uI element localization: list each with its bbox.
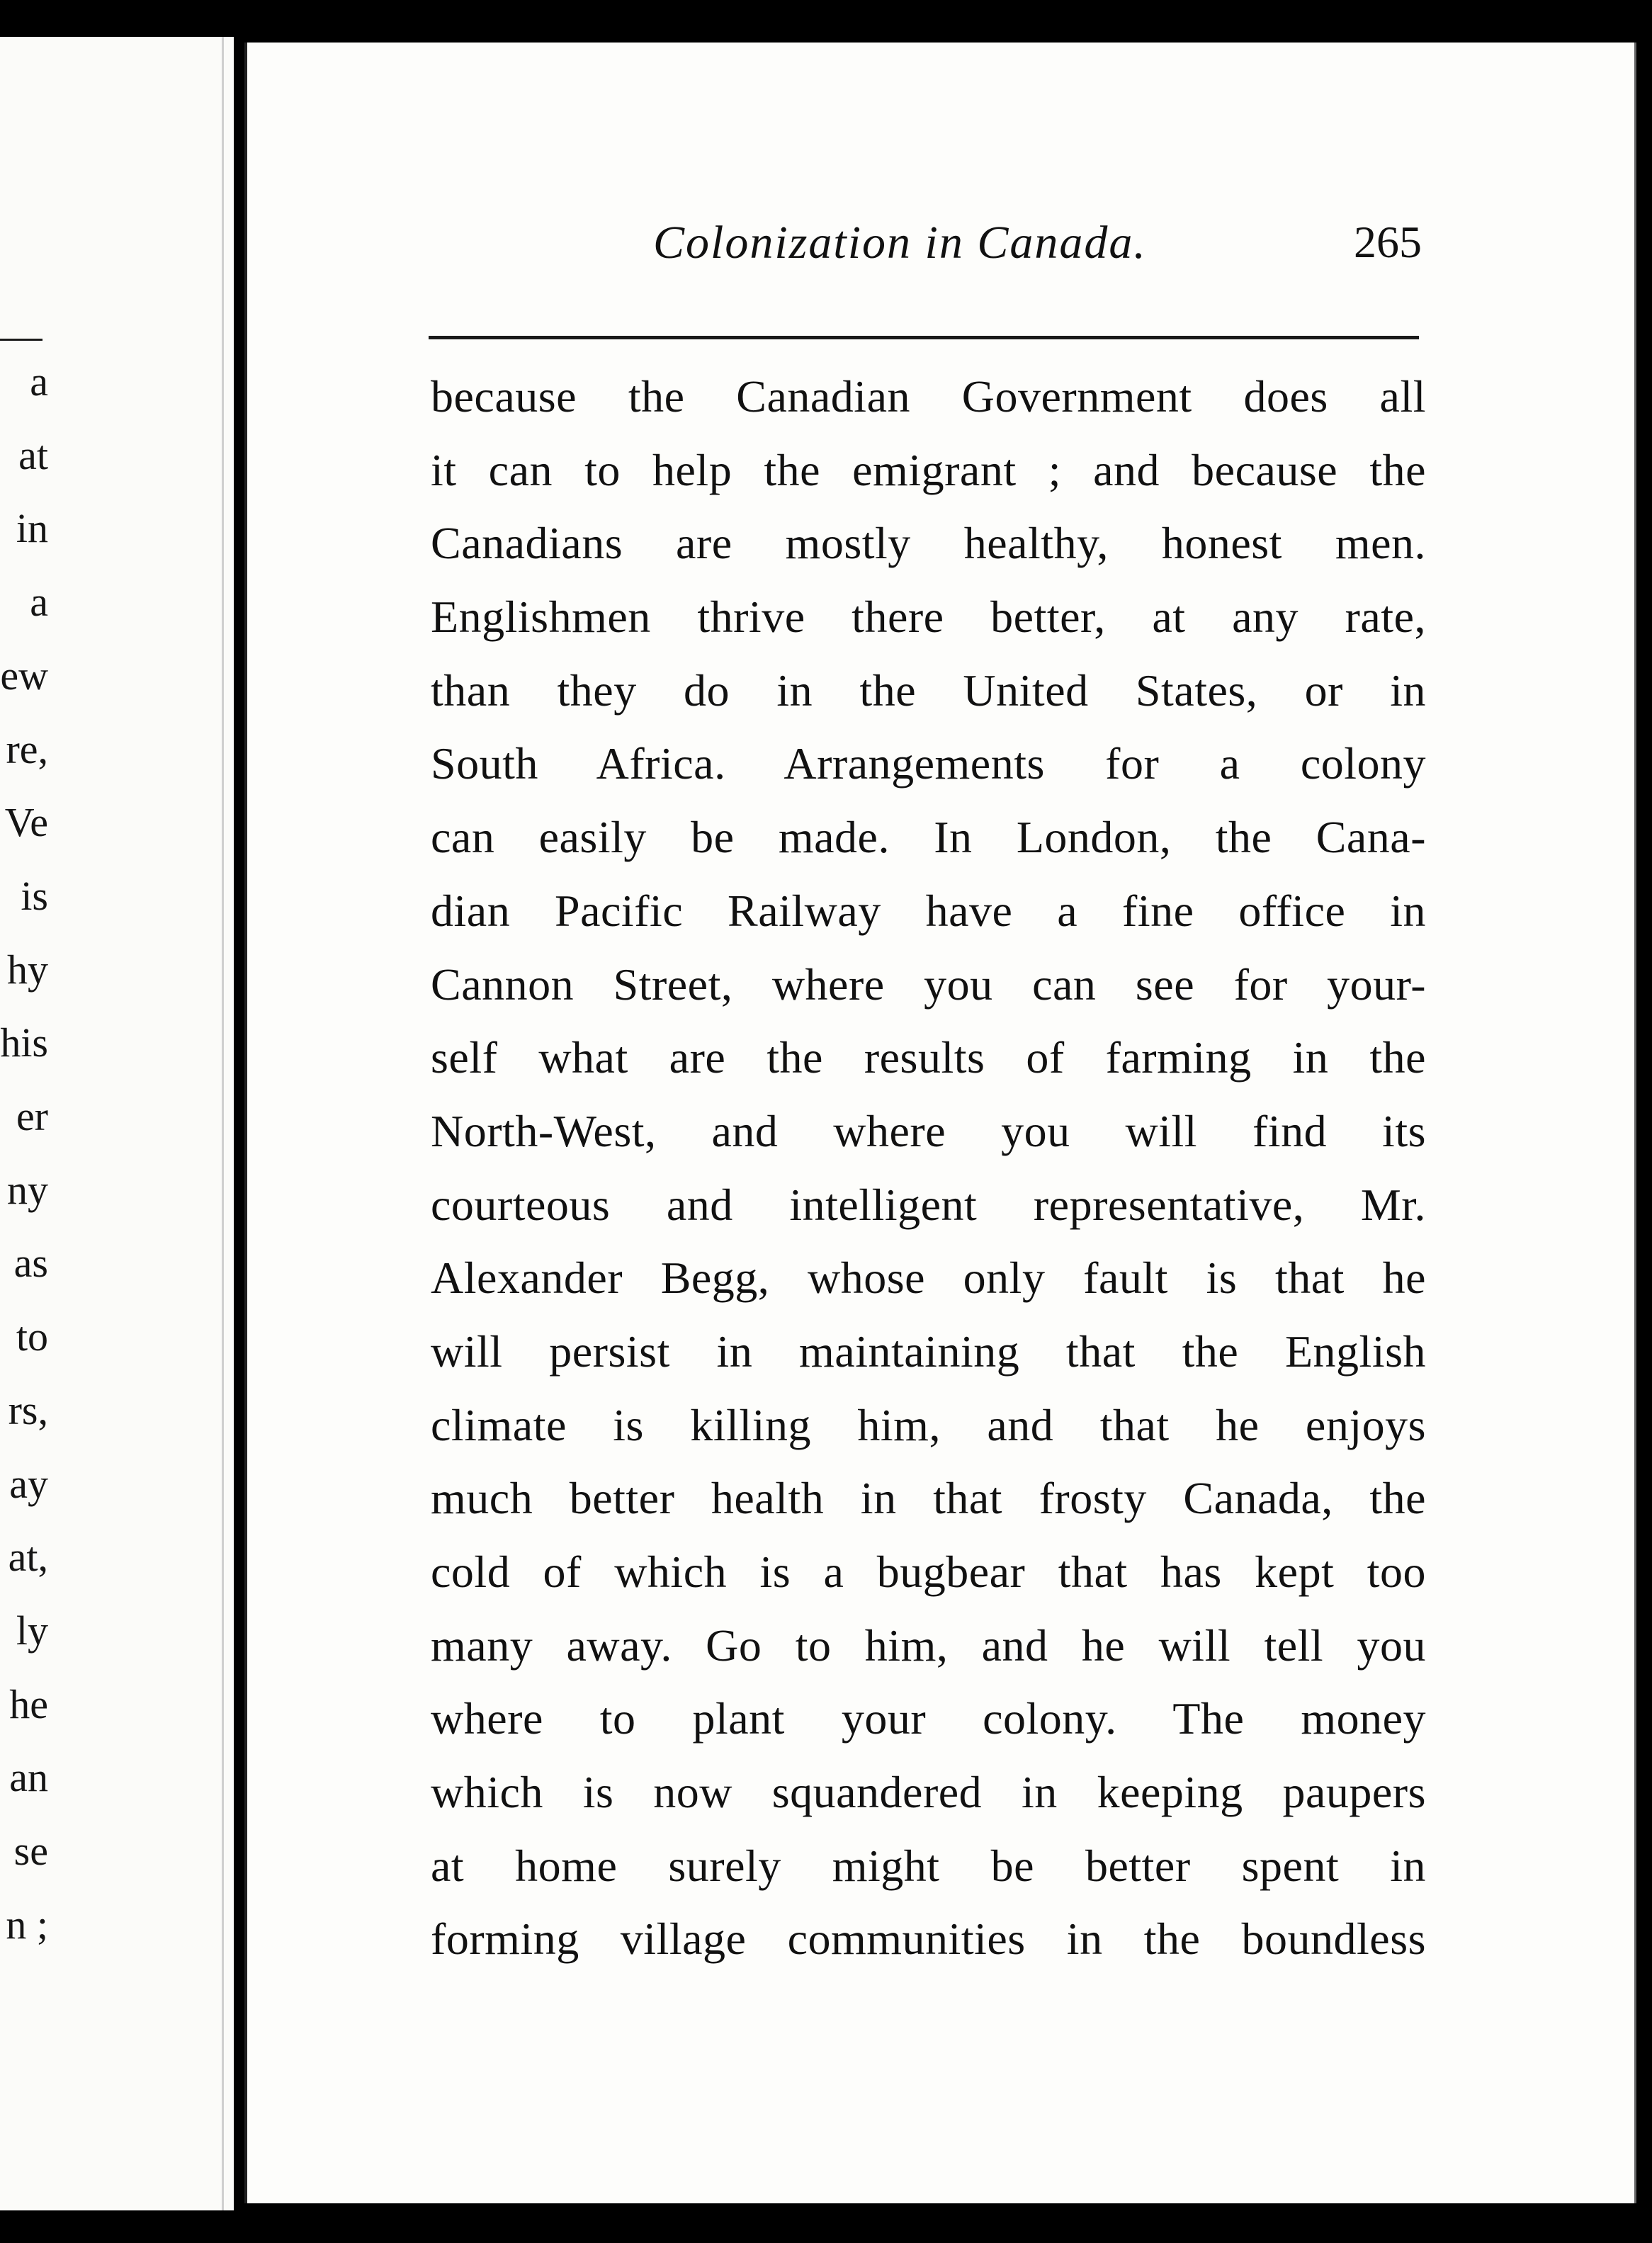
- page-number: 265: [1354, 217, 1422, 267]
- text-line: Canadians are mostly healthy, honest men.: [431, 518, 1426, 569]
- left-page-line: re,: [6, 725, 48, 772]
- left-page-line: n ;: [6, 1901, 48, 1948]
- left-page-line: se: [13, 1828, 48, 1874]
- text-line: self what are the results of farming in the: [431, 1032, 1426, 1083]
- text-line: Alexander Begg, whose only fault is that he: [431, 1253, 1426, 1304]
- left-page-line: Ve: [4, 799, 48, 846]
- left-page-line: is: [21, 872, 48, 919]
- text-line: forming village communities in the boundless: [431, 1914, 1426, 1965]
- left-page-line: a: [30, 579, 48, 626]
- left-page-line: he: [9, 1680, 48, 1727]
- text-line: many away. Go to him, and he will tell you: [431, 1620, 1426, 1671]
- text-line: dian Pacific Railway have a fine office in: [431, 885, 1426, 936]
- left-page-line: at,: [8, 1534, 48, 1581]
- left-page-line: er: [16, 1093, 48, 1139]
- header-rule: [429, 336, 1419, 339]
- left-page-line: ay: [9, 1460, 48, 1507]
- text-line: climate is killing him, and that he enjoys: [431, 1399, 1426, 1450]
- left-page-line: at: [18, 431, 48, 478]
- left-page-line: in: [16, 505, 48, 552]
- text-line: Cannon Street, where you can see for your-: [431, 959, 1426, 1010]
- text-line: North-West, and where you will find its: [431, 1105, 1426, 1156]
- text-line: courteous and intelligent representative, Mr.: [431, 1179, 1426, 1230]
- text-line: cold of which is a bugbear that has kept too: [431, 1547, 1426, 1597]
- text-line: at home surely might be better spent in: [431, 1840, 1426, 1891]
- left-page-line: ew: [0, 652, 48, 699]
- text-line: than they do in the United States, or in: [431, 665, 1426, 716]
- left-page-line: his: [0, 1019, 48, 1066]
- left-page-text: [0, 37, 234, 2210]
- text-line: it can to help the emigrant ; and because the: [431, 444, 1426, 495]
- text-line: where to plant your colony. The money: [431, 1693, 1426, 1744]
- text-line: will persist in maintaining that the English: [431, 1326, 1426, 1377]
- text-line: much better health in that frosty Canada, the: [431, 1473, 1426, 1524]
- left-page-line: hy: [7, 946, 48, 993]
- text-line: because the Canadian Government does all: [431, 371, 1426, 422]
- running-head: Colonization in Canada.: [653, 217, 1147, 269]
- left-page-line: ny: [7, 1166, 48, 1213]
- left-page-line: to: [16, 1313, 48, 1360]
- left-page-line: as: [13, 1240, 48, 1287]
- left-page-line: rs,: [8, 1386, 48, 1433]
- left-page-line: a: [30, 358, 48, 405]
- body-text: [431, 360, 1426, 1976]
- text-line: can easily be made. In London, the Cana-: [431, 812, 1426, 863]
- text-line: Englishmen thrive there better, at any rate,: [431, 592, 1426, 643]
- page-header: [412, 216, 1422, 294]
- text-line: South Africa. Arrangements for a colony: [431, 738, 1426, 789]
- left-page-line: ly: [16, 1607, 48, 1654]
- left-page: [0, 37, 234, 2210]
- left-page-line: an: [9, 1754, 48, 1801]
- text-line: which is now squandered in keeping paupers: [431, 1767, 1426, 1818]
